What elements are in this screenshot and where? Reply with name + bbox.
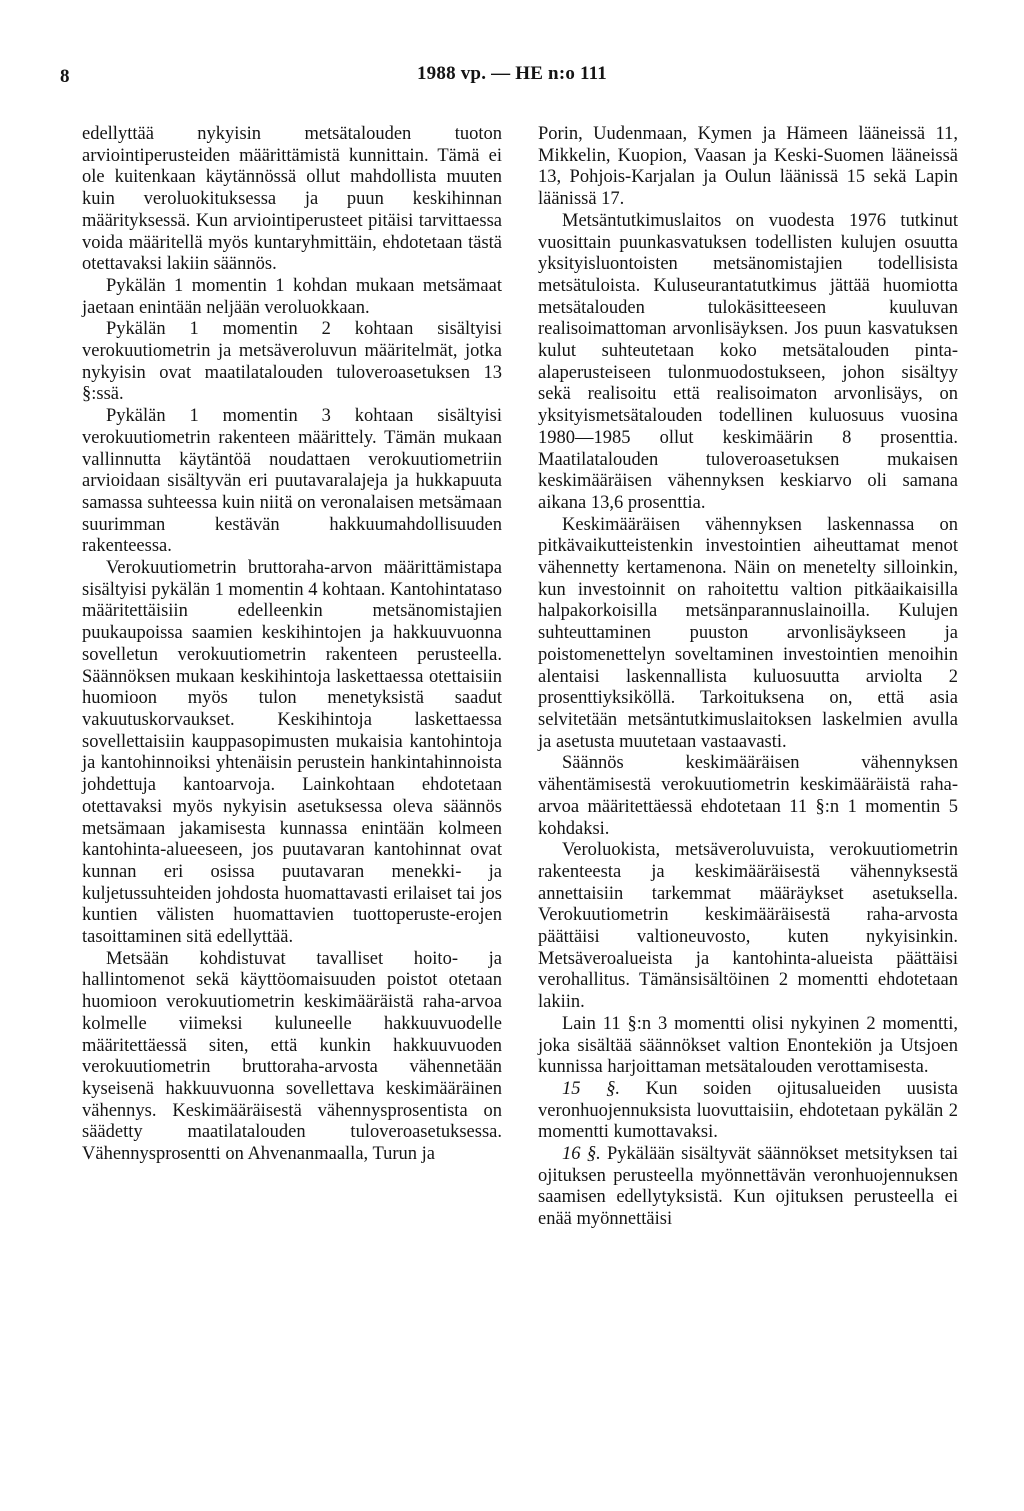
left-column	[82, 124, 502, 1166]
section-16-paragraph	[538, 1144, 958, 1231]
paragraph: Verokuutiometrin bruttoraha-arvon määrittämistapa sisältyisi pykälän 1 momentin 4 kohtaan. Kantohintataso määritettäisiin edelleenkin metsänomistajien puukaupoissa saamien keskihintojen ja hakkuuvuonna sovelletun verokuutiometrin rakenteen perusteella. Säännöksen mukaan keskihintoja laskettaessa otettaisiin huomioon myös tulon menetyksistä saadut vakuutuskorvaukset. Keskihintoja laskettaessa sovellettaisiin kauppasopimusten mukaisia kantohintoja ja kantohinnoiksi yhtenäisin perustein hankintahinnoista johdettuja kantoarvoja. Lainkohtaan ehdotetaan otettavaksi myös nykyisin asetuksessa oleva säännös metsämaan jakamisesta kunnassa enintään kolmeen kantohinta-alueeseen, jos puutavaran kantohinnat ovat kunnan eri osissa puutavaran menekki- ja kuljetussuhteiden johdosta huomattavasti erilaiset tai jos kuntien välisten huomattavien tuottoperuste-erojen tasoittaminen sitä edellyttää.	[82, 558, 502, 948]
section-label: 16 §.	[562, 1144, 601, 1165]
paragraph: Pykälän 1 momentin 2 kohtaan sisältyisi verokuutiometrin ja metsäveroluvun määritelmät, jotka nykyisin ovat maatilatalouden tuloveroasetuksen 13 §:ssä.	[82, 319, 502, 405]
section-label: 15 §.	[562, 1078, 621, 1099]
page-number: 8	[60, 66, 70, 87]
section-text: Pykälään sisältyvät säännökset metsityksen tai ojituksen perusteella myönnettävän veronhuojennuksen saamisen edellytyksistä. Kun ojituksen perusteella ei enää myönnettäisi	[538, 1144, 958, 1230]
paragraph: Säännös keskimääräisen vähennyksen vähentämisestä verokuutiometrin keskimääräistä raha-arvoa määritettäessä ehdotetaan 11 §:n 1 momentin 5 kohdaksi.	[538, 753, 958, 839]
paragraph: Metsäntutkimuslaitos on vuodesta 1976 tutkinut vuosittain puunkasvatuksen todellisten kulujen osuutta yksityisluontoisten metsänomistajien todellisista metsätuloista. Kuluseurantatutkimus jättää huomiotta metsätalouden tulokäsitteeseen kuuluvan realisoimattoman arvonlisäyksen. Jos puun kasvatuksen kulut suhteutetaan koko metsätalouden pinta-alaperusteiseen tulonmuodostukseen, johon sisältyy sekä realisoitu että realisoimaton arvonlisäys, on yksityismetsätalouden todellinen kuluosuus vuosina 1980—1985 ollut keskimäärin 8 prosenttia. Maatilatalouden tuloveroasetuksen mukaisen keskimääräisen vähennyksen keskiarvo oli samana aikana 13,6 prosenttia.	[538, 210, 958, 513]
paragraph: Pykälän 1 momentin 1 kohdan mukaan metsämaat jaetaan enintään neljään veroluokkaan.	[82, 275, 502, 318]
running-head: 1988 vp. — HE n:o 111	[416, 63, 608, 84]
right-column	[538, 124, 958, 1231]
paragraph: Keskimääräisen vähennyksen laskennassa on pitkävaikutteistenkin investointien aiheuttamat menot vähennetty kertamenona. Näin on menetelty silloinkin, kun investoinnit on rahoitettu valtion pitkäaikaisilla halpakorkoisilla metsänparannuslainoilla. Kulujen suhteuttaminen puuston arvonlisäykseen ja poistomenettelyn soveltaminen investointien menoihin alentaisi laskennallista kuluosuutta arviolta 2 prosenttiyksiköllä. Tarkoituksena on, että asia selvitetään metsäntutkimuslaitoksen laskelmien avulla ja asetusta muutetaan vastaavasti.	[538, 514, 958, 752]
paragraph: Pykälän 1 momentin 3 kohtaan sisältyisi verokuutiometrin rakenteen määrittely. Tämän mukaan vallinnutta käytäntöä noudattaen verokuutiometriin arvioidaan sisältyvän eri puutavaralajeja ja hukkapuuta samassa suhteessa kuin niitä on veronalaisen metsämaan suurimman kestävän hakkuumahdollisuuden rakenteessa.	[82, 406, 502, 557]
paragraph: edellyttää nykyisin metsätalouden tuoton arviointiperusteiden määrittämistä kunnittain. Tämä ei ole kuitenkaan käytännössä ollut mahdollista muuten kuin veroluokituksessa ja puun keskihinnan määrityksessä. Kun arviointiperusteet pitäisi tarvittaessa voida määritellä myös kuntaryhmittäin, ehdotetaan tästä otettavaksi lakiin säännös.	[82, 124, 502, 275]
paragraph: Lain 11 §:n 3 momentti olisi nykyinen 2 momentti, joka sisältää säännökset valtion Enontekiön ja Utsjoen kunnissa harjoittaman metsätalouden verottamisesta.	[538, 1013, 958, 1078]
paragraph: Metsään kohdistuvat tavalliset hoito- ja hallintomenot sekä käyttöomaisuuden poistot otetaan huomioon verokuutiometrin keskimääräistä raha-arvoa kolmelle viimeksi kuluneelle hakkuuvuodelle määritettäessä siten, että kunkin hakkuuvuoden verokuutiometrin bruttoraha-arvosta vähennetään kyseisenä hakkuuvuonna sovellettava keskimääräinen vähennys. Keskimääräisestä vähennysprosentista on säädetty maatilatalouden tuloveroasetuksessa. Vähennysprosentti on Ahvenanmaalla, Turun ja	[82, 948, 502, 1165]
paragraph: Porin, Uudenmaan, Kymen ja Hämeen lääneissä 11, Mikkelin, Kuopion, Vaasan ja Keski-Suomen lääneissä 13, Pohjois-Karjalan ja Oulun läänissä 15 sekä Lapin läänissä 17.	[538, 124, 958, 210]
paragraph: Veroluokista, metsäveroluvuista, verokuutiometrin rakenteesta ja keskimääräisestä vähennyksestä annettaisiin tarkemmat määräykset asetuksella. Verokuutiometrin keskimääräisestä raha-arvosta päättäisi valtioneuvosto, kuten nykyisinkin. Metsäveroalueista ja kantohinta-alueista päättäisi verohallitus. Tämänsisältöinen 2 momentti ehdotetaan lakiin.	[538, 840, 958, 1013]
section-text: Kun soiden ojitusalueiden uusista veronhuojennuksista luovuttaisiin, ehdotetaan pykälän 2 momentti kumottavaksi.	[538, 1078, 958, 1143]
section-15-paragraph	[538, 1079, 958, 1144]
